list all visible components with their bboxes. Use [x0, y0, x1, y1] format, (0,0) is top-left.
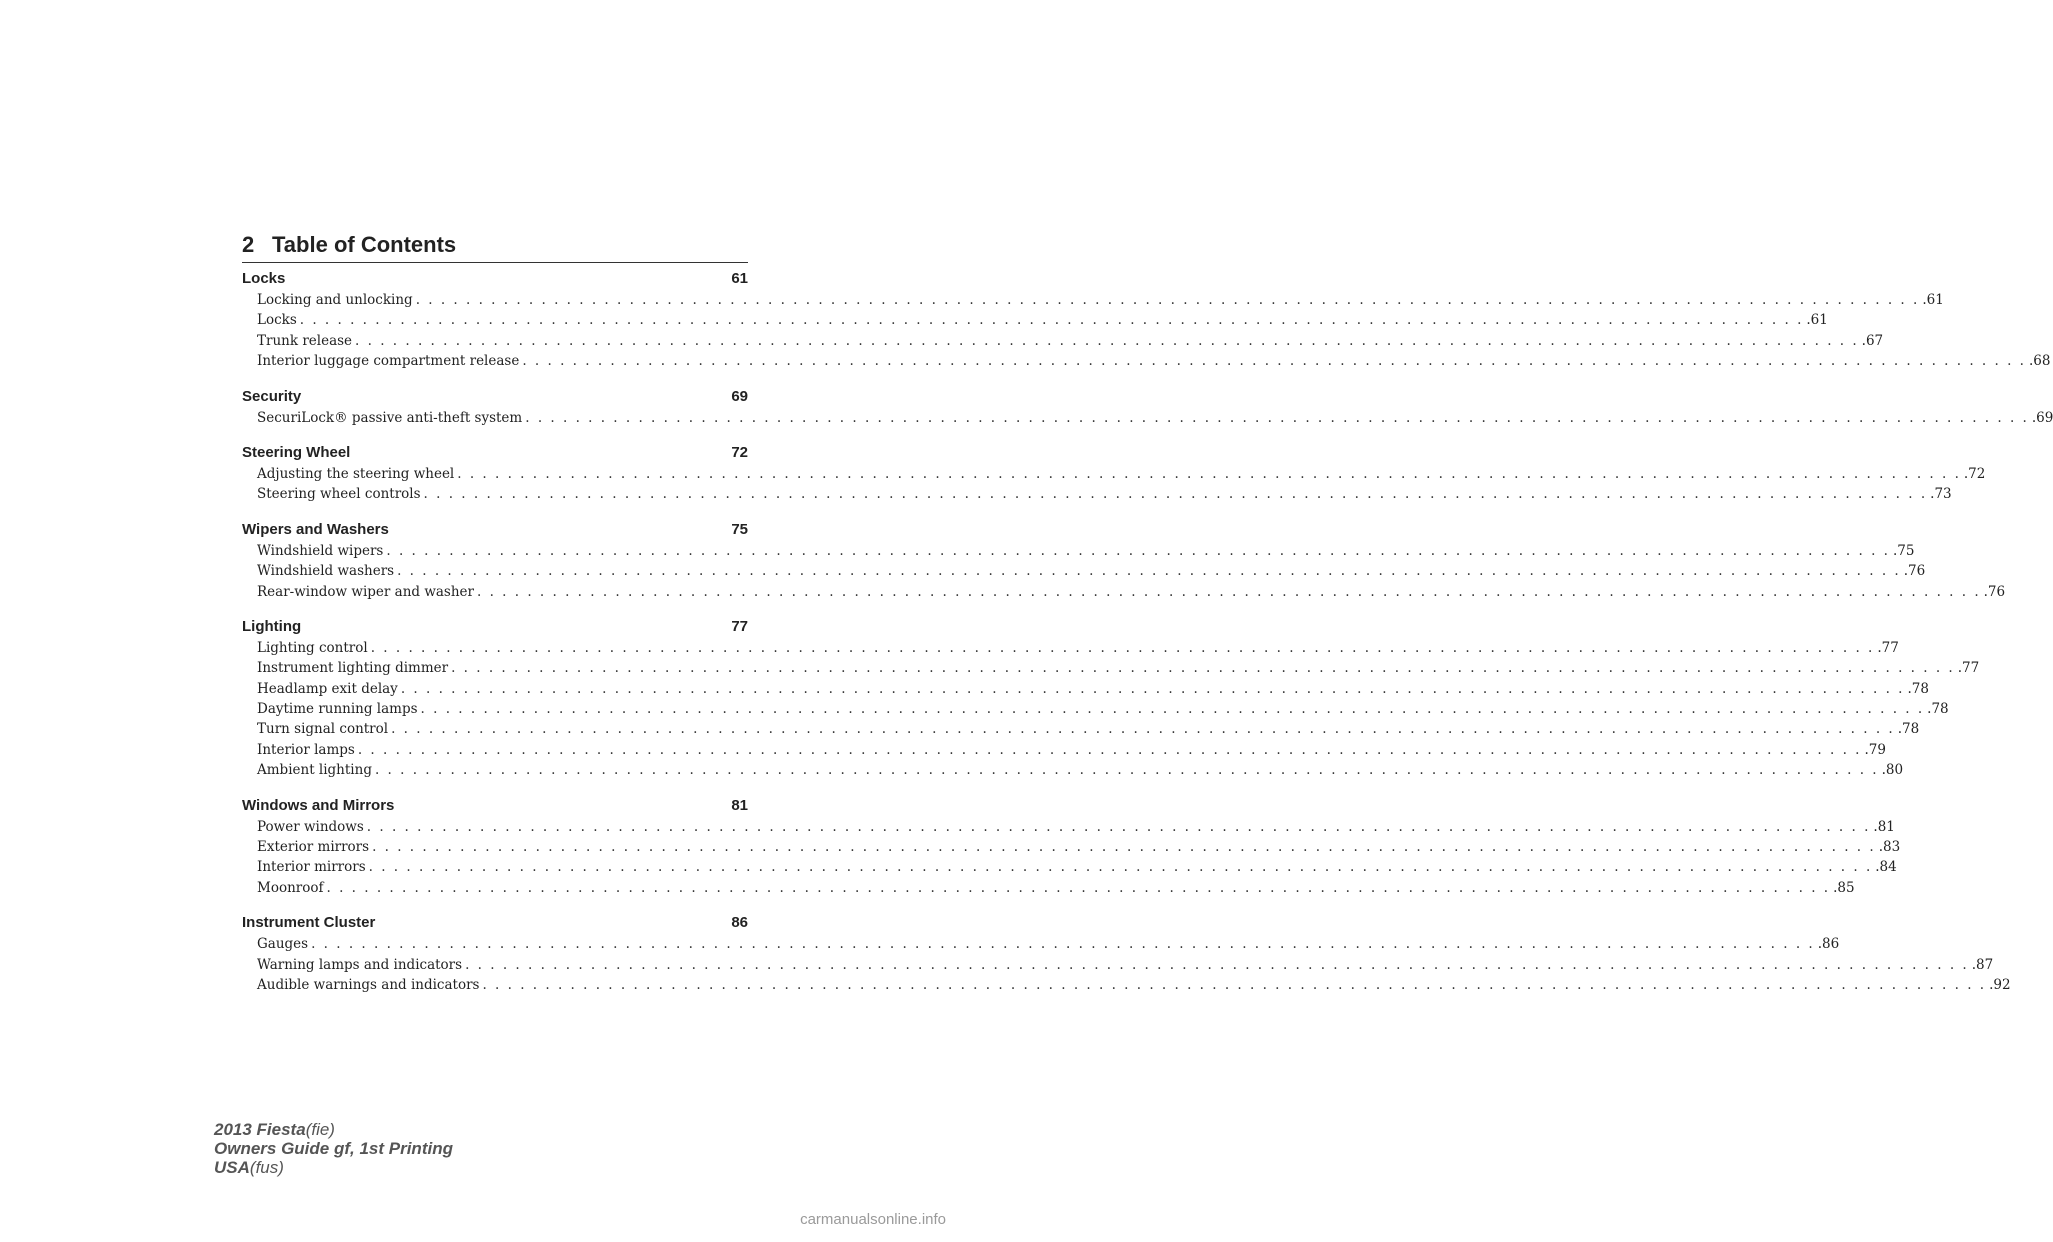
dot-leader: . . . . . . . . . . . . . . . . . . . . . . . . . . . . . . . . . . . . . . . . . . . . . . . . . . . . . . . . . . . . . . . . . . . . . . . . . . . . . . . . . . . . . . . . . . . . . . . . . . . . . . . . . . . . . . . . . . . . . . . . [397, 563, 1901, 580]
dot-leader: . . . . . . . . . . . . . . . . . . . . . . . . . . . . . . . . . . . . . . . . . . . . . . . . . . . . . . . . . . . . . . . . . . . . . . . . . . . . . . . . . . . . . . . . . . . . . . . . . . . . . . . . . . . . . . . . . . . . . . . . [400, 680, 1905, 697]
toc-entry[interactable] [257, 310, 1828, 330]
toc-entry[interactable] [257, 658, 1980, 678]
toc-entry[interactable] [257, 464, 1986, 484]
section-title: Locks [242, 270, 286, 287]
entry-page: .72 [1963, 465, 1986, 482]
entry-page: .77 [1957, 660, 1980, 677]
entry-label: Locking and unlocking [257, 292, 413, 308]
entry-page: .78 [1927, 701, 1949, 718]
toc-section [242, 616, 1980, 781]
dot-leader: . . . . . . . . . . . . . . . . . . . . . . . . . . . . . . . . . . . . . . . . . . . . . . . . . . . . . . . . . . . . . . . . . . . . . . . . . . . . . . . . . . . . . . . . . . . . . . . . . . . . . . . . . . . . . . . . . . . . . . . . [374, 762, 1879, 779]
toc-entry[interactable] [257, 679, 1929, 699]
entry-label: Windshield wipers [257, 542, 384, 559]
toc-entry[interactable] [257, 699, 1949, 719]
entry-label: Interior lamps [257, 741, 355, 758]
dot-leader: . . . . . . . . . . . . . . . . . . . . . . . . . . . . . . . . . . . . . . . . . . . . . . . . . . . . . . . . . . . . . . . . . . . . . . . . . . . . . . . . . . . . . . . . . . . . . . . . . . . . . . . . . . . . . . . . . . . . . . . . [357, 741, 1862, 758]
toc-section [242, 519, 2006, 602]
toc-entry[interactable] [257, 561, 1926, 581]
entry-label: Windshield washers [257, 563, 395, 580]
entry-page: .80 [1881, 762, 1904, 779]
entry-page: .69 [2031, 409, 2053, 426]
toc-entry[interactable] [257, 857, 1897, 877]
entry-label: Warning lamps and indicators [257, 956, 463, 973]
dot-leader: . . . . . . . . . . . . . . . . . . . . . . . . . . . . . . . . . . . . . . . . . . . . . . . . . . . . . . . . . . . . . . . . . . . . . . . . . . . . . . . . . . . . . . . . . . . . . . . . . . . . . . . . . . . . . . . . . . . . . . . . [525, 409, 2029, 426]
entry-label: Power windows [257, 818, 364, 835]
dot-leader: . . . . . . . . . . . . . . . . . . . . . . . . . . . . . . . . . . . . . . . . . . . . . . . . . . . . . . . . . . . . . . . . . . . . . . . . . . . . . . . . . . . . . . . . . . . . . . . . . . . . . . . . . . . . . . . . . . . . . . . . [391, 721, 1895, 738]
section-page: 77 [731, 617, 748, 635]
entry-page: .78 [1897, 721, 1920, 738]
entry-page: .84 [1875, 859, 1897, 876]
toc-section [242, 912, 2011, 995]
footer-line-1: 2013 Fiesta(fie) [214, 1120, 335, 1139]
section-title: Wipers and Washers [242, 520, 389, 538]
dot-leader: . . . . . . . . . . . . . . . . . . . . . . . . . . . . . . . . . . . . . . . . . . . . . . . . . . . . . . . . . . . . . . . . . . . . . . . . . . . . . . . . . . . . . . . . . . . . . . . . . . . . . . . . . . . . . . . . . . . . . . . . [372, 839, 1876, 856]
dot-leader: . . . . . . . . . . . . . . . . . . . . . . . . . . . . . . . . . . . . . . . . . . . . . . . . . . . . . . . . . . . . . . . . . . . . . . . . . . . . . . . . . . . . . . . . . . . . . . . . . . . . . . . . . . . . . . . . . . . . . . . . [423, 486, 1928, 503]
toc-entry[interactable] [257, 582, 2006, 602]
entry-label: Adjusting the steering wheel [257, 465, 455, 482]
footer-line-3: USA(fus) [214, 1158, 284, 1177]
entry-label: Trunk release [257, 332, 353, 349]
section-page: 86 [731, 914, 748, 932]
entry-label: Moonroof [257, 879, 324, 896]
entry-page: .81 [1873, 818, 1895, 835]
dot-leader: . . . . . . . . . . . . . . . . . . . . . . . . . . . . . . . . . . . . . . . . . . . . . . . . . . . . . . . . . . . . . . . . . . . . . . . . . . . . . . . . . . . . . . . . . . . . . . . . . . . . . . . . . . . . . . . . . . . . . . . . [420, 701, 1925, 718]
entry-label: SecuriLock® passive anti-theft system [257, 409, 523, 426]
dot-leader: . . . . . . . . . . . . . . . . . . . . . . . . . . . . . . . . . . . . . . . . . . . . . . . . . . . . . . . . . . . . . . . . . . . . . . . . . . . . . . . . . . . . . . . . . . . . . . . . . . . . . . . . . . . . . . . . . . . . . . . . [477, 583, 1981, 600]
toc-entry[interactable] [257, 290, 1944, 310]
toc-section [242, 795, 1901, 899]
toc-entry[interactable] [257, 740, 1886, 760]
dot-leader: . . . . . . . . . . . . . . . . . . . . . . . . . . . . . . . . . . . . . . . . . . . . . . . . . . . . . . . . . . . . . . . . . . . . . . . . . . . . . . . . . . . . . . . . . . . . . . . . . . . . . . . . . . . . . . . . . . . . . . . . [370, 639, 1875, 656]
entry-page: .85 [1833, 879, 1855, 896]
toc-entry[interactable] [257, 351, 2051, 371]
dot-leader: . . . . . . . . . . . . . . . . . . . . . . . . . . . . . . . . . . . . . . . . . . . . . . . . . . . . . . . . . . . . . . . . . . . . . . . . . . . . . . . . . . . . . . . . . . . . . . . . . . . . . . . . . . . . . . . . . . . . . . . . [451, 660, 1955, 677]
section-page: 61 [731, 270, 748, 287]
section-heading[interactable] [242, 795, 748, 817]
dot-leader: . . . . . . . . . . . . . . . . . . . . . . . . . . . . . . . . . . . . . . . . . . . . . . . . . . . . . . . . . . . . . . . . . . . . . . . . . . . . . . . . . . . . . . . . . . . . . . . . . . . . . . . . . . . . . . . . . . . . . . . . [326, 879, 1831, 896]
section-title: Steering Wheel [242, 443, 351, 461]
section-heading[interactable] [242, 616, 748, 638]
entry-page: .83 [1878, 839, 1901, 856]
dot-leader: . . . . . . . . . . . . . . . . . . . . . . . . . . . . . . . . . . . . . . . . . . . . . . . . . . . . . . . . . . . . . . . . . . . . . . . . . . . . . . . . . . . . . . . . . . . . . . . . . . . . . . . . . . . . . . . . . . . . . . . . [457, 465, 1961, 482]
section-page: 72 [731, 443, 748, 461]
entry-label: Interior mirrors [257, 859, 366, 876]
entry-page: .77 [1877, 639, 1899, 656]
entry-label: Rear-window wiper and washer [257, 583, 474, 600]
section-heading[interactable] [242, 442, 748, 464]
section-title: Windows and Mirrors [242, 796, 395, 814]
toc-entry[interactable] [257, 817, 1895, 837]
entry-page: .76 [1983, 583, 2006, 600]
dot-leader: . . . . . . . . . . . . . . . . . . . . . . . . . . . . . . . . . . . . . . . . . . . . . . . . . . . . . . . . . . . . . . . . . . . . . . . . . . . . . . . . . . . . . . . . . . . . . . . . . . . . . . . . . . . . . . . . . . . . . . . . [465, 956, 1969, 973]
toc-entry[interactable] [257, 719, 1920, 739]
entry-label: Gauges [257, 936, 309, 953]
dot-leader: . . . . . . . . . . . . . . . . . . . . . . . . . . . . . . . . . . . . . . . . . . . . . . . . . . . . . . . . . . . . . . . . . . . . . . . . . . . . . . . . . . . . . . . . . . . . . . . . . . . . . . . . . . . . . . . . . . . . . . . . [366, 818, 1871, 835]
entry-page: .67 [1861, 332, 1884, 349]
entry-page: .75 [1892, 542, 1915, 559]
dot-leader: . . . . . . . . . . . . . . . . . . . . . . . . . . . . . . . . . . . . . . . . . . . . . . . . . . . . . . . . . . . . . . . . . . . . . . . . . . . . . . . . . . . . . . . . . . . . . . . . . . . . . . . . . . . . . . . . . . . . . . . . [299, 312, 1804, 329]
toc-entry[interactable] [257, 760, 1904, 780]
entry-label: Audible warnings and indicators [257, 976, 480, 993]
entry-page: .87 [1971, 956, 1994, 973]
entry-page: .61 [1806, 312, 1828, 329]
footer [214, 1120, 453, 1177]
toc-entry[interactable] [257, 878, 1855, 898]
section-title: Security [242, 387, 302, 405]
page-number: 2 [242, 232, 255, 257]
page-title: Table of Contents [272, 232, 457, 257]
entry-label: Instrument lighting dimmer [257, 660, 449, 677]
entry-label: Ambient lighting [257, 762, 372, 779]
toc-section [242, 268, 2051, 372]
section-heading[interactable] [242, 912, 748, 934]
dot-leader: . . . . . . . . . . . . . . . . . . . . . . . . . . . . . . . . . . . . . . . . . . . . . . . . . . . . . . . . . . . . . . . . . . . . . . . . . . . . . . . . . . . . . . . . . . . . . . . . . . . . . . . . . . . . . . . . . . . . . . . . [368, 859, 1873, 876]
entry-label: Interior luggage compartment release [257, 353, 520, 370]
section-page: 81 [731, 796, 748, 814]
dot-leader: . . . . . . . . . . . . . . . . . . . . . . . . . . . . . . . . . . . . . . . . . . . . . . . . . . . . . . . . . . . . . . . . . . . . . . . . . . . . . . . . . . . . . . . . . . . . . . . . . . . . . . . . . . . . . . . . . . . . . . . . [386, 542, 1890, 559]
dot-leader: . . . . . . . . . . . . . . . . . . . . . . . . . . . . . . . . . . . . . . . . . . . . . . . . . . . . . . . . . . . . . . . . . . . . . . . . . . . . . . . . . . . . . . . . . . . . . . . . . . . . . . . . . . . . . . . . . . . . . . . . [311, 936, 1815, 953]
toc-section [242, 442, 1986, 505]
toc-entry[interactable] [257, 934, 1840, 954]
entry-page: .61 [1922, 292, 1944, 308]
entry-label: Headlamp exit delay [257, 680, 398, 697]
dot-leader: . . . . . . . . . . . . . . . . . . . . . . . . . . . . . . . . . . . . . . . . . . . . . . . . . . . . . . . . . . . . . . . . . . . . . . . . . . . . . . . . . . . . . . . . . . . . . . . . . . . . . . . . . . . . . . . . . . . . . . . . [355, 332, 1859, 349]
entry-page: .92 [1989, 976, 2011, 993]
section-heading[interactable] [242, 268, 748, 290]
entry-label: Lighting control [257, 639, 368, 656]
toc-entry[interactable] [257, 955, 1994, 975]
section-page: 75 [731, 520, 748, 538]
entry-page: .86 [1817, 936, 1840, 953]
section-heading[interactable] [242, 386, 748, 408]
entry-label: Exterior mirrors [257, 839, 370, 856]
toc-section [242, 386, 2053, 428]
entry-label: Turn signal control [257, 721, 389, 738]
entry-label: Steering wheel controls [257, 486, 421, 503]
entry-label: Daytime running lamps [257, 701, 418, 718]
toc-entry[interactable] [257, 837, 1901, 857]
watermark[interactable]: carmanualsonline.info [800, 1211, 946, 1228]
toc-entry[interactable] [257, 975, 2011, 995]
toc-entry[interactable] [257, 541, 1915, 561]
toc-entry[interactable] [257, 331, 1884, 351]
entry-page: .78 [1907, 680, 1929, 697]
section-title: Lighting [242, 617, 302, 635]
toc-entry[interactable] [257, 408, 2053, 428]
entry-page: .68 [2028, 353, 2051, 370]
toc-entry[interactable] [257, 638, 1899, 658]
dot-leader: . . . . . . . . . . . . . . . . . . . . . . . . . . . . . . . . . . . . . . . . . . . . . . . . . . . . . . . . . . . . . . . . . . . . . . . . . . . . . . . . . . . . . . . . . . . . . . . . . . . . . . . . . . . . . . . . . . . . . . . . [522, 353, 2026, 370]
entry-label: Locks [257, 312, 297, 329]
dot-leader: . . . . . . . . . . . . . . . . . . . . . . . . . . . . . . . . . . . . . . . . . . . . . . . . . . . . . . . . . . . . . . . . . . . . . . . . . . . . . . . . . . . . . . . . . . . . . . . . . . . . . . . . . . . . . . . . . . . . . . . . [482, 976, 1987, 993]
entry-page: .79 [1864, 741, 1886, 758]
page-header [242, 230, 748, 263]
section-heading[interactable] [242, 519, 748, 541]
entry-page: .73 [1930, 486, 1952, 503]
footer-line-2: Owners Guide gf, 1st Printing [214, 1139, 453, 1158]
entry-page: .76 [1903, 563, 1926, 580]
section-title: Instrument Cluster [242, 914, 376, 932]
toc-entry[interactable] [257, 484, 1952, 504]
table-of-contents [242, 268, 2053, 1009]
dot-leader: . . . . . . . . . . . . . . . . . . . . . . . . . . . . . . . . . . . . . . . . . . . . . . . . . . . . . . . . . . . . . . . . . . . . . . . . . . . . . . . . . . . . . . . . . . . . . . . . . . . . . . . . . . . . . . . . . . . . . . . . [415, 292, 1920, 308]
section-page: 69 [731, 387, 748, 405]
